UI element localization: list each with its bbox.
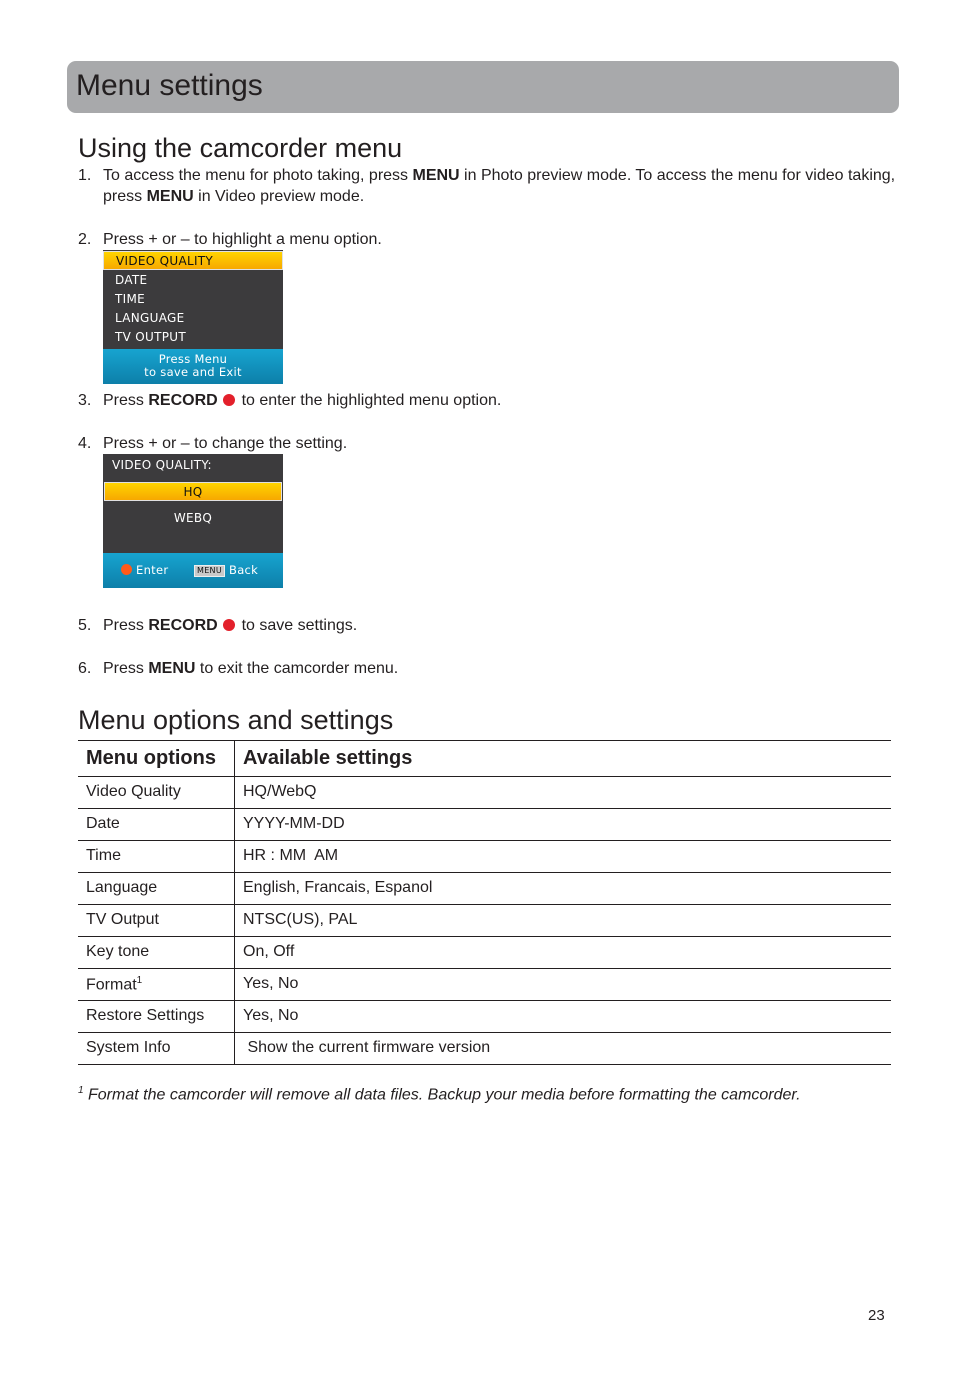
table-row: TV Output NTSC(US), PAL <box>78 905 891 937</box>
table-row: Language English, Francais, Espanol <box>78 873 891 905</box>
video-quality-screen <box>103 454 283 588</box>
record-dot-icon <box>121 564 132 575</box>
table-row: Format$^1$ Yes, No <box>78 969 891 1001</box>
settings-table <box>78 740 891 1065</box>
table-row: Video Quality HQ/WebQ <box>78 777 891 809</box>
table-row: Key tone On, Off <box>78 937 891 969</box>
step-3: 3. Press RECORD to enter the highlighted menu option. <box>78 392 502 409</box>
menu-item-language: LANGUAGE <box>115 311 185 325</box>
screen-footer: Enter MENU Back <box>103 553 283 588</box>
section-banner <box>67 61 899 113</box>
menu-item-video-quality: VIDEO QUALITY <box>103 251 283 270</box>
step-2: 2. Press + or – to highlight a menu option. <box>78 231 382 248</box>
record-dot-icon <box>223 394 235 406</box>
option-hq: HQ <box>104 482 282 501</box>
menu-key-icon: MENU <box>194 565 225 577</box>
screen-footer: Press Menu to save and Exit <box>103 349 283 384</box>
menu-item-date: DATE <box>115 273 148 287</box>
step-1: 1. To access the menu for photo taking, press MENU in Photo preview mode. To access the menu for video taking, press MENU in Video preview mode. <box>78 167 896 205</box>
page-title: Menu settings <box>76 69 263 102</box>
menu-item-time: TIME <box>115 292 146 306</box>
page-number: 23 <box>868 1307 885 1324</box>
heading-menu-options: Menu options and settings <box>78 705 394 735</box>
step-5: 5. Press RECORD to save settings. <box>78 617 358 634</box>
step-6: 6. Press MENU to exit the camcorder menu. <box>78 660 399 677</box>
footnote: $^1$ Format the camcorder will remove all data files. Backup your media before formatting the camcorder. <box>78 1085 801 1104</box>
table-row: Date YYYY-MM-DD <box>78 809 891 841</box>
table-header: Menu options Available settings <box>78 740 891 777</box>
record-dot-icon <box>223 619 235 631</box>
table-row: Restore Settings Yes, No <box>78 1001 891 1033</box>
menu-item-tv-output: TV OUTPUT <box>115 330 186 344</box>
heading-using-menu: Using the camcorder menu <box>78 133 403 163</box>
table-row: System Info Show the current firmware version <box>78 1033 891 1065</box>
step-4: 4. Press + or – to change the setting. <box>78 435 348 452</box>
option-webq: WEBQ <box>173 511 213 525</box>
table-row: Time HR : MM AM <box>78 841 891 873</box>
screen-title: VIDEO QUALITY: <box>112 458 212 472</box>
camcorder-menu-screen <box>103 250 283 384</box>
